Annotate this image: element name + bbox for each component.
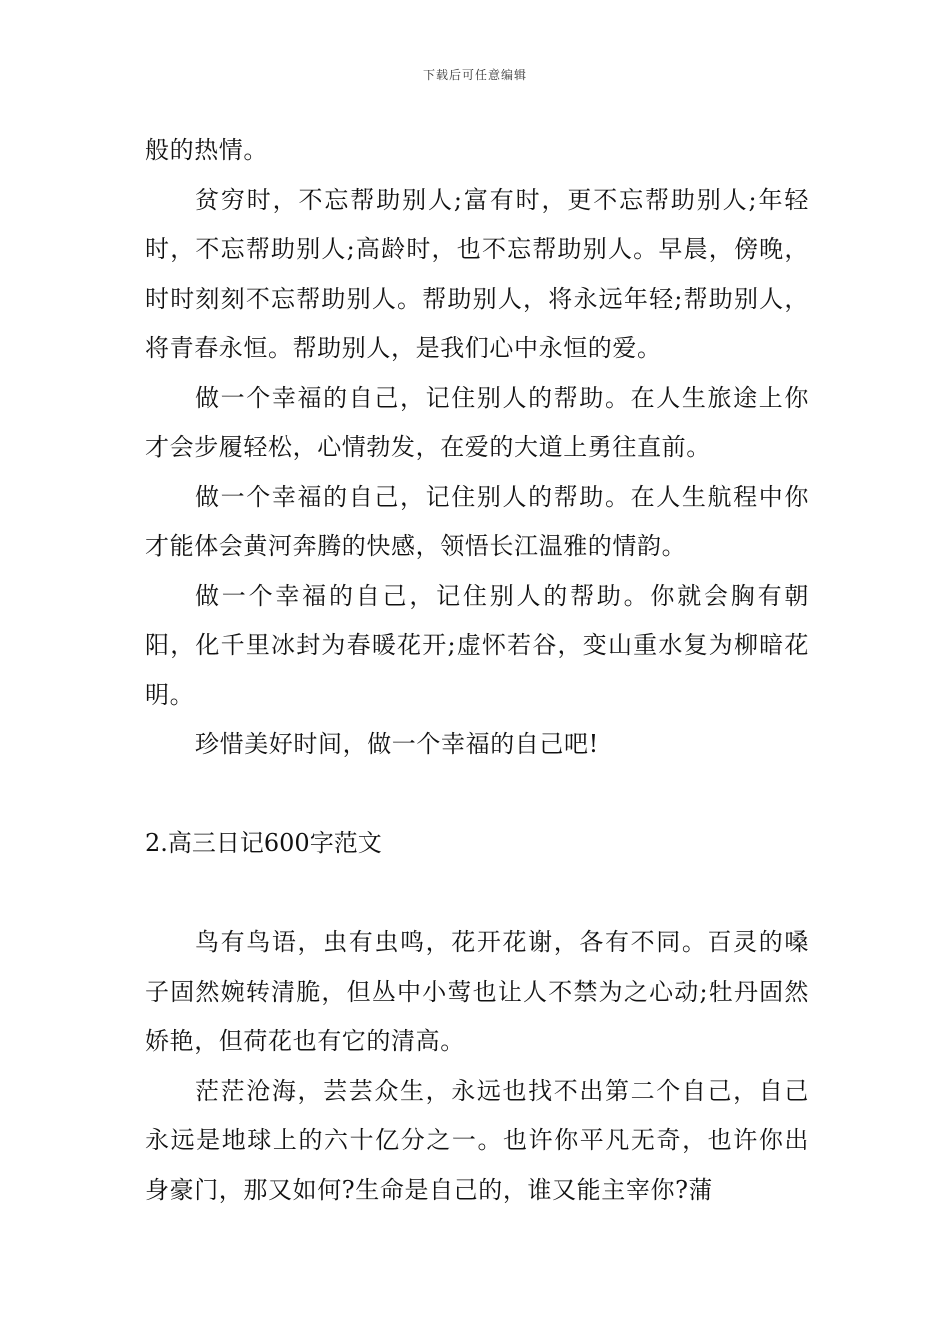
page-header-note: 下载后可任意编辑: [422, 68, 527, 82]
paragraph-continuation: 般的热情。: [145, 136, 268, 164]
section-heading: 2.高三日记600字范文: [145, 829, 382, 857]
paragraph-life-voyage: 做一个幸福的自己，记住别人的帮助。在人生航程中你才能体会黄河奔腾的快感，领悟长江温雅的情韵。: [145, 482, 809, 560]
paragraph-cherish-time: 珍惜美好时间，做一个幸福的自己吧!: [195, 730, 599, 758]
paragraph-vast-sea: 茫茫沧海，芸芸众生，永远也找不出第二个自己，自己永远是地球上的六十亿分之一。也许你平凡无奇，也许你出身豪门，那又如何?生命是自己的，谁又能主宰你?蒲: [145, 1076, 809, 1204]
paragraph-life-journey: 做一个幸福的自己，记住别人的帮助。在人生旅途上你才会步履轻松，心情勃发，在爱的大道上勇往直前。: [145, 383, 809, 461]
document-body: [145, 126, 809, 1215]
paragraph-helping-others: 贫穷时，不忘帮助别人;富有时，更不忘帮助别人;年轻时，不忘帮助别人;高龄时，也不忘帮助别人。早晨，傍晚，时时刻刻不忘帮助别人。帮助别人，将永远年轻;帮助别人，将青春永恒。帮助别人，是我们心中永恒的爱。: [145, 185, 809, 362]
paragraph-birds-insects: 鸟有鸟语，虫有虫鸣，花开花谢，各有不同。百灵的嗓子固然婉转清脆，但丛中小莺也让人不禁为之心动;牡丹固然娇艳，但荷花也有它的清高。: [145, 928, 809, 1055]
paragraph-morning-sun: 做一个幸福的自己，记住别人的帮助。你就会胸有朝阳，化千里冰封为春暖花开;虚怀若谷，变山重水复为柳暗花明。: [145, 581, 809, 709]
